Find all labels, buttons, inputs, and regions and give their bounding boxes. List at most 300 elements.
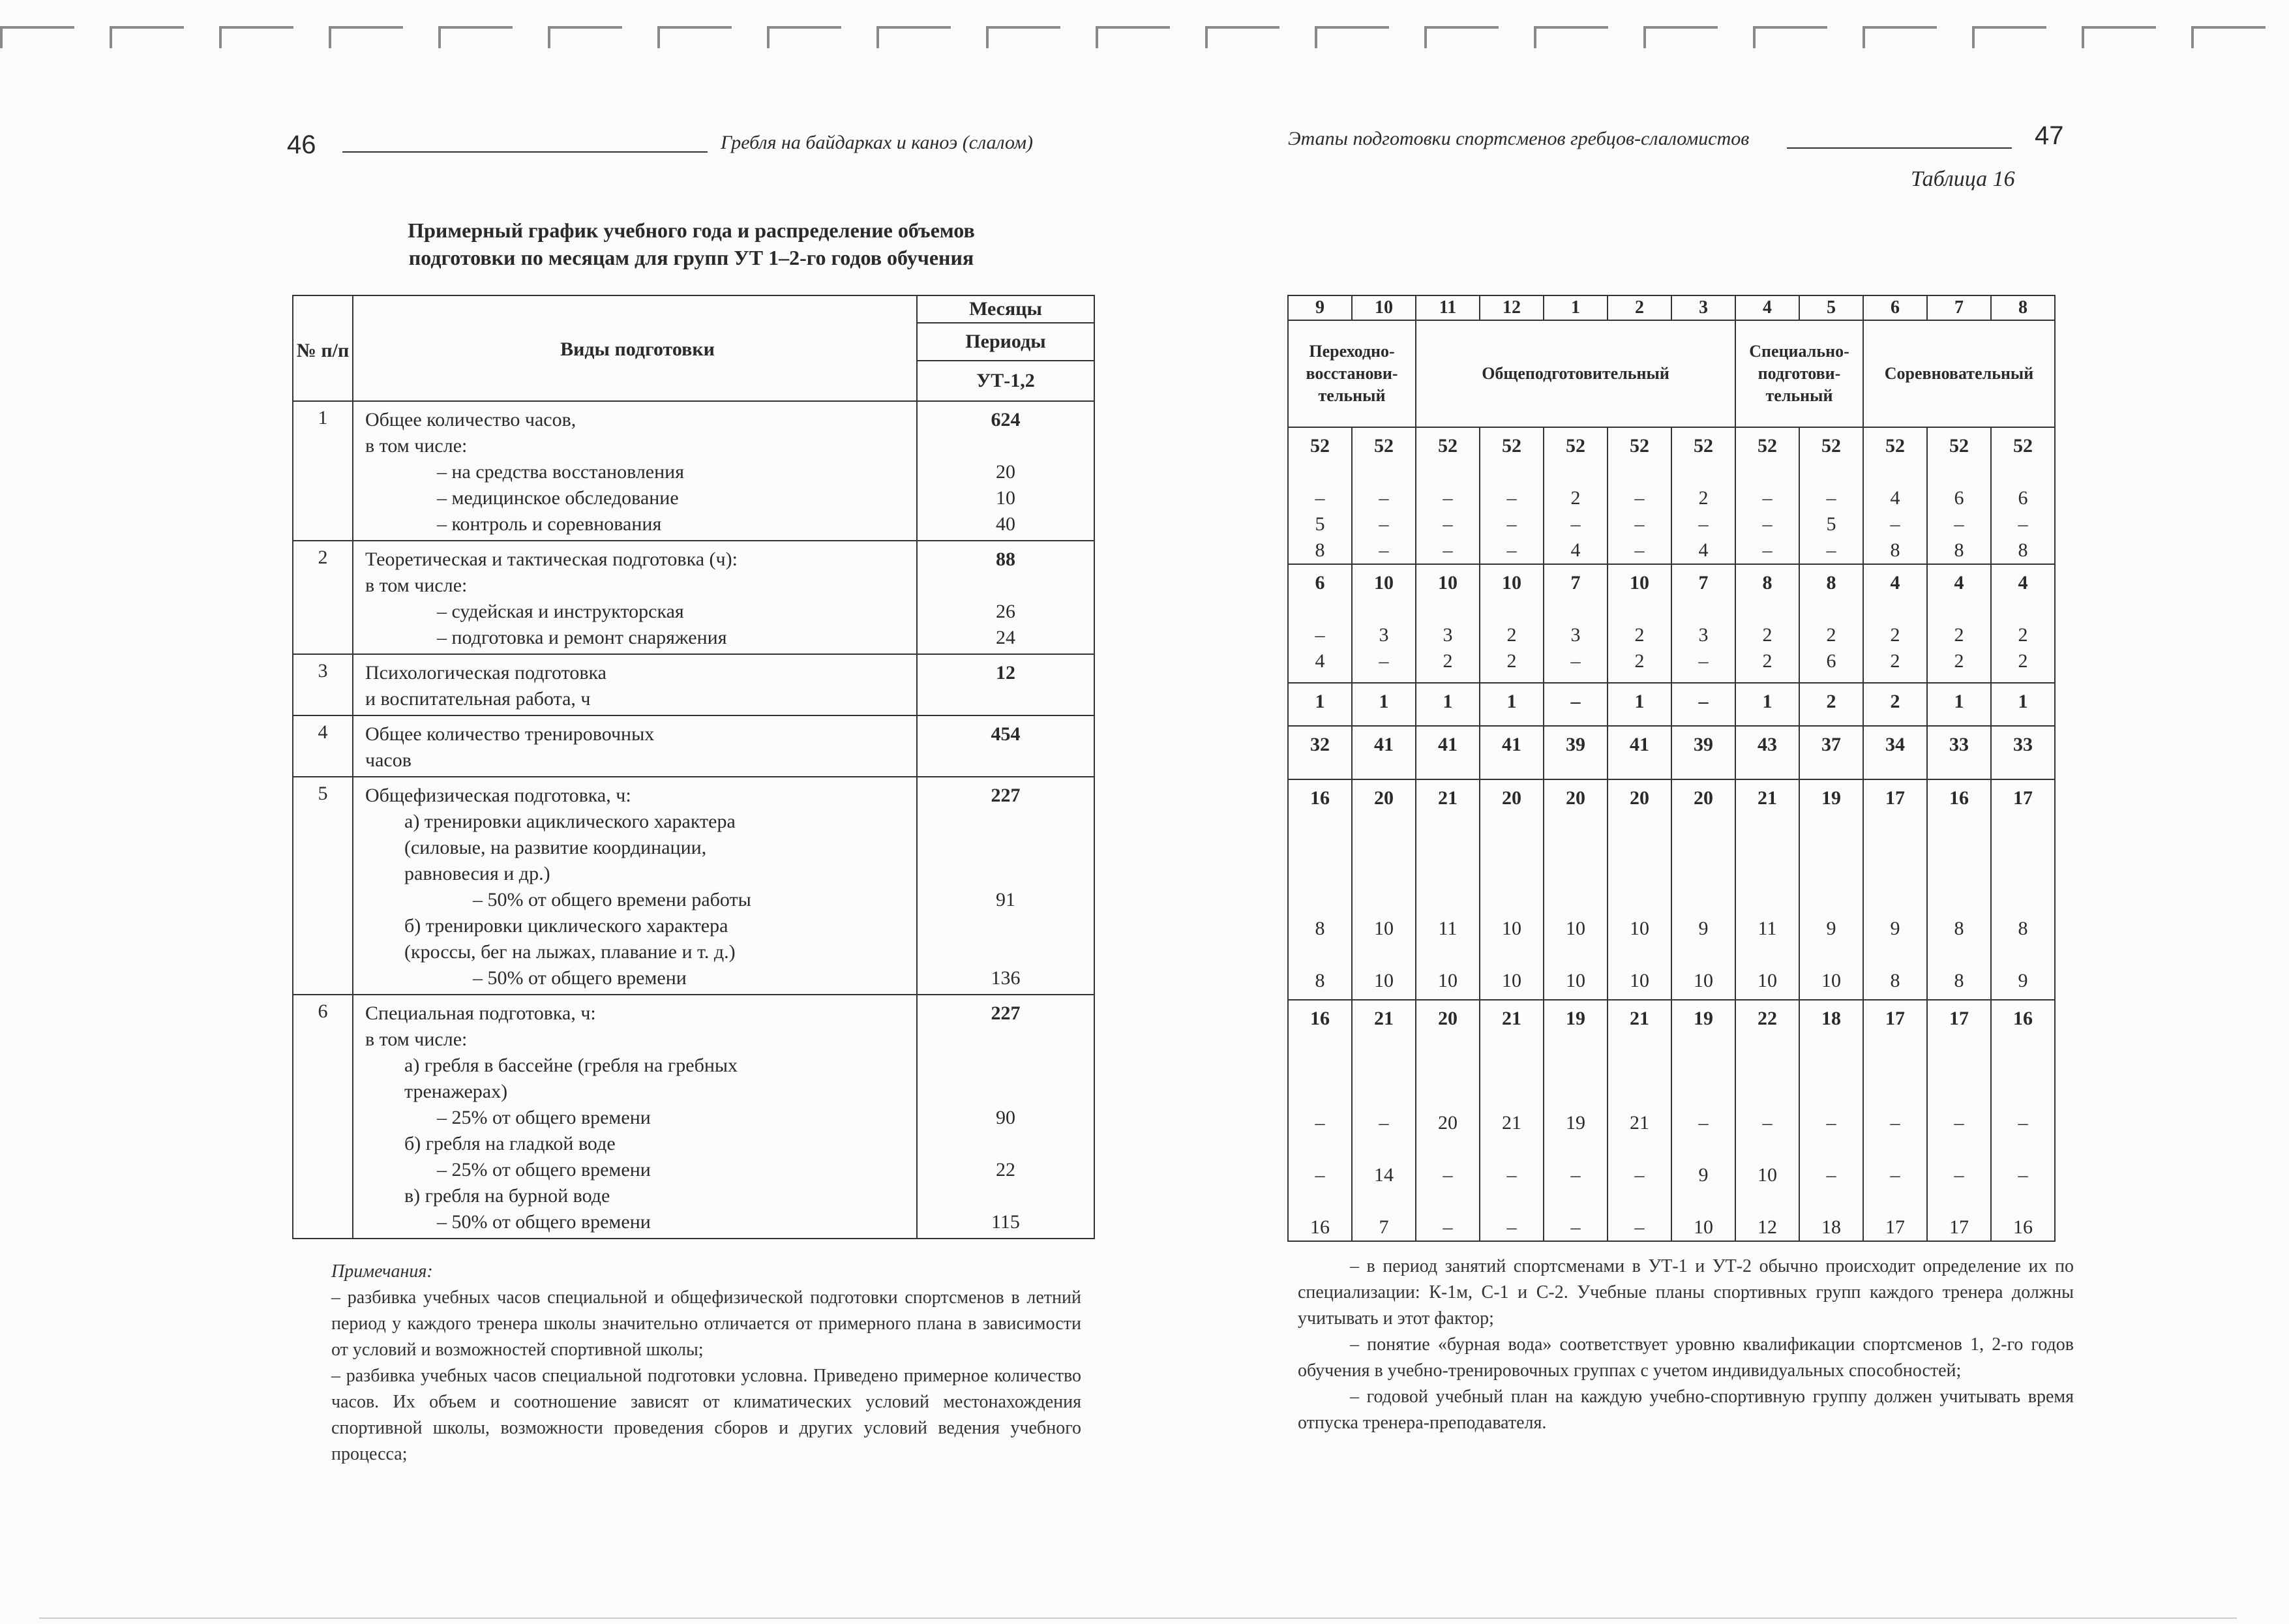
row-value: 26 [996, 601, 1015, 622]
cell-value: 9 [1826, 918, 1836, 939]
cell-value [1800, 890, 1863, 916]
cell-value: 10 [1630, 970, 1649, 991]
value-cell [1863, 1000, 1927, 1241]
cell-value: 21 [1438, 787, 1458, 809]
cell-value [1736, 1188, 1799, 1214]
cell-value [1928, 459, 1990, 485]
month-cell: 1 [1544, 295, 1608, 320]
cell-value [1992, 1058, 2054, 1084]
cell-value [1928, 942, 1990, 968]
row-value: 454 [991, 723, 1021, 745]
cell-value: – [1698, 1112, 1709, 1134]
binder-mark [2191, 26, 2266, 48]
row-line: – 50% от общего времени [437, 1211, 651, 1233]
value-cell [1991, 564, 2055, 683]
row-values [917, 715, 1094, 777]
value-cell [1735, 779, 1799, 1000]
cell-value: 10 [1374, 572, 1394, 594]
row-value [918, 809, 1094, 835]
value-cell [1671, 1000, 1735, 1241]
cell-value: 33 [2013, 734, 2033, 755]
cell-value: 10 [1502, 970, 1521, 991]
cell-value [1544, 1136, 1607, 1162]
cell-value [1416, 837, 1479, 864]
binder-mark [1424, 26, 1499, 48]
cell-value: 10 [1630, 918, 1649, 939]
cell-value [1480, 1084, 1543, 1110]
cell-value: 16 [1310, 787, 1330, 809]
cell-value [1416, 890, 1479, 916]
row-values [917, 777, 1094, 995]
cell-value: 5 [1315, 513, 1325, 535]
cell-value [1800, 1084, 1863, 1110]
table-title-line-2: подготовки по месяцам для групп УТ 1–2-го годов обучения [408, 246, 974, 269]
row-line: – на средства восстановления [437, 461, 685, 483]
cell-value: – [1570, 1216, 1581, 1238]
cell-value: – [1379, 513, 1389, 535]
cell-value: 17 [1949, 1008, 1969, 1029]
cell-value [1800, 459, 1863, 485]
row-line: – 50% от общего времени [473, 967, 687, 989]
value-cell [1863, 683, 1927, 726]
value-cell [1735, 564, 1799, 683]
row-value [918, 1079, 1094, 1105]
cell-value: – [1506, 1164, 1517, 1186]
row-value: 40 [996, 513, 1015, 535]
month-cell: 10 [1352, 295, 1416, 320]
cell-value: 20 [1502, 787, 1521, 809]
cell-value: 21 [1374, 1008, 1394, 1029]
cell-value [1480, 890, 1543, 916]
cell-value [1992, 459, 2054, 485]
value-cell [1416, 683, 1480, 726]
cell-value: – [1762, 513, 1773, 535]
cell-value: 1 [1954, 691, 1964, 712]
cell-value: 17 [1885, 1008, 1905, 1029]
cell-value [1736, 459, 1799, 485]
value-cell [1544, 564, 1608, 683]
cell-value [1480, 864, 1543, 890]
value-cell [1352, 564, 1416, 683]
row-value [918, 747, 1094, 774]
value-cell [1991, 779, 2055, 1000]
value-cell [1352, 427, 1416, 564]
cell-value: 11 [1758, 918, 1777, 939]
cell-value [1928, 890, 1990, 916]
cell-value: – [1506, 539, 1517, 561]
cell-value: – [1443, 1216, 1453, 1238]
cell-value: 6 [1954, 487, 1964, 509]
cell-value [1992, 811, 2054, 837]
cell-value: 10 [1438, 970, 1458, 991]
value-cell [1544, 1000, 1608, 1241]
row-value [918, 1027, 1094, 1053]
cell-value: – [2018, 1112, 2028, 1134]
cell-value [1672, 1032, 1735, 1058]
value-cell [1799, 683, 1863, 726]
cell-value [1289, 811, 1351, 837]
value-cell [1863, 564, 1927, 683]
cell-value [1289, 1188, 1351, 1214]
table-row [293, 715, 1094, 777]
cell-value: – [1315, 1164, 1325, 1186]
value-cell [1288, 726, 1352, 779]
cell-value: 1 [1443, 691, 1453, 712]
value-cell [1416, 427, 1480, 564]
row-line: Общее количество часов, [365, 409, 576, 430]
cell-value: – [1634, 487, 1645, 509]
row-line: (кроссы, бег на лыжах, плавание и т. д.) [404, 941, 736, 963]
cell-value: 21 [1630, 1112, 1649, 1134]
row-line: в том числе: [365, 1029, 468, 1050]
cell-value: 8 [1315, 539, 1325, 561]
cell-value [1608, 837, 1671, 864]
cell-value: 39 [1694, 734, 1713, 755]
value-cell [1608, 779, 1671, 1000]
value-cell [1927, 726, 1991, 779]
cell-value [1992, 596, 2054, 622]
month-cell: 11 [1416, 295, 1480, 320]
cell-value [1736, 890, 1799, 916]
header-num: № п/п [293, 295, 353, 401]
cell-value: 1 [1315, 691, 1325, 712]
cell-value: 8 [2018, 918, 2028, 939]
cell-value: – [2018, 513, 2028, 535]
cell-value: 22 [1758, 1008, 1777, 1029]
row-value [918, 1053, 1094, 1079]
table-row [293, 777, 1094, 995]
cell-value [1289, 837, 1351, 864]
row-value: 10 [996, 487, 1015, 509]
cell-value: 21 [1630, 1008, 1649, 1029]
row-value: 24 [996, 627, 1015, 648]
row-value [918, 686, 1094, 712]
cell-value: – [1762, 487, 1773, 509]
cell-value: 2 [1506, 624, 1517, 646]
cell-value: 2 [1890, 691, 1900, 712]
cell-value: 8 [1315, 970, 1325, 991]
cell-value [1928, 1084, 1990, 1110]
cell-value: – [1379, 487, 1389, 509]
cell-value: 8 [2018, 539, 2028, 561]
cell-value [1608, 1136, 1671, 1162]
cell-value: 10 [1821, 970, 1841, 991]
cell-value [1864, 811, 1926, 837]
values-row [1288, 726, 2055, 779]
cell-value [1353, 1188, 1415, 1214]
cell-value: 18 [1821, 1008, 1841, 1029]
value-cell [1288, 779, 1352, 1000]
cell-value: – [1379, 650, 1389, 672]
row-number: 6 [293, 995, 353, 1239]
cell-value [1800, 811, 1863, 837]
value-cell [1416, 1000, 1480, 1241]
cell-value: 19 [1566, 1008, 1585, 1029]
value-cell [1927, 564, 1991, 683]
cell-value: 9 [1698, 1164, 1709, 1186]
cell-value: 41 [1502, 734, 1521, 755]
cell-value: 4 [2018, 572, 2028, 594]
row-values [917, 541, 1094, 654]
cell-value: 52 [2013, 435, 2033, 457]
cell-value: 2 [1634, 624, 1645, 646]
row-number: 3 [293, 654, 353, 715]
value-cell [1608, 1000, 1671, 1241]
cell-value [1416, 1058, 1479, 1084]
cell-value: – [1570, 691, 1581, 712]
row-values [917, 995, 1094, 1239]
note-paragraph: – годовой учебный план на каждую учебно-спортивную группу должен учитывать время отпуска тренера-преподавателя. [1298, 1387, 2074, 1433]
cell-value: – [1698, 650, 1709, 672]
value-cell [1480, 564, 1544, 683]
cell-value [1480, 1136, 1543, 1162]
row-value [918, 861, 1094, 887]
row-number: 4 [293, 715, 353, 777]
period-cell: Специально-подготови-тельный [1735, 320, 1863, 427]
cell-value: 8 [1762, 572, 1773, 594]
cell-value [1864, 942, 1926, 968]
cell-value: – [1315, 487, 1325, 509]
value-cell [1863, 779, 1927, 1000]
cell-value: 16 [2013, 1008, 2033, 1029]
cell-value: 6 [1826, 650, 1836, 672]
cell-value [1353, 1032, 1415, 1058]
month-cell: 7 [1927, 295, 1991, 320]
header-periods: Периоды [917, 323, 1094, 361]
cell-value: – [1826, 487, 1836, 509]
value-cell [1352, 1000, 1416, 1241]
cell-value [1992, 1136, 2054, 1162]
table-row [293, 401, 1094, 541]
cell-value: – [1954, 1164, 1964, 1186]
cell-value [1544, 1084, 1607, 1110]
left-page-number: 46 [287, 130, 316, 159]
cell-value: 37 [1821, 734, 1841, 755]
value-cell [1544, 726, 1608, 779]
cell-value [1416, 1084, 1479, 1110]
value-cell [1671, 683, 1735, 726]
cell-value [1736, 1032, 1799, 1058]
right-notes [1298, 1254, 2074, 1436]
cell-value: 2 [1890, 624, 1900, 646]
cell-value [1800, 1032, 1863, 1058]
cell-value [1353, 942, 1415, 968]
binder-mark [767, 26, 841, 48]
value-cell [1799, 564, 1863, 683]
cell-value: 3 [1443, 624, 1453, 646]
row-value [918, 939, 1094, 965]
value-cell [1416, 726, 1480, 779]
cell-value [1736, 942, 1799, 968]
months-row [1288, 295, 2055, 320]
cell-value: 52 [1566, 435, 1585, 457]
cell-value: – [1506, 513, 1517, 535]
cell-value [1800, 1136, 1863, 1162]
cell-value [1864, 1084, 1926, 1110]
cell-value [1992, 1032, 2054, 1058]
cell-value: 3 [1698, 624, 1709, 646]
month-cell: 2 [1608, 295, 1671, 320]
cell-value [1608, 890, 1671, 916]
values-row [1288, 1000, 2055, 1241]
row-number: 2 [293, 541, 353, 654]
month-cell: 5 [1799, 295, 1863, 320]
header-months: Месяцы [917, 295, 1094, 323]
cell-value [1864, 596, 1926, 622]
cell-value: 10 [1694, 1216, 1713, 1238]
cell-value: – [1315, 624, 1325, 646]
cell-value [1289, 890, 1351, 916]
row-line: Специальная подготовка, ч: [365, 1002, 596, 1024]
cell-value: 14 [1374, 1164, 1394, 1186]
value-cell [1480, 779, 1544, 1000]
value-cell [1608, 726, 1671, 779]
cell-value: 41 [1374, 734, 1394, 755]
row-line: в том числе: [365, 575, 468, 596]
row-values [917, 654, 1094, 715]
row-values [917, 401, 1094, 541]
cell-value [1289, 942, 1351, 968]
cell-value [1608, 1188, 1671, 1214]
value-cell [1416, 779, 1480, 1000]
header-types: Виды подготовки [353, 295, 917, 401]
cell-value [1544, 811, 1607, 837]
cell-value [1736, 837, 1799, 864]
row-line: – 50% от общего времени работы [473, 889, 751, 910]
cell-value [1353, 890, 1415, 916]
cell-value [1353, 596, 1415, 622]
cell-value [1800, 596, 1863, 622]
cell-value: 10 [1374, 918, 1394, 939]
value-cell [1544, 683, 1608, 726]
cell-value: 17 [1949, 1216, 1969, 1238]
cell-value [1353, 837, 1415, 864]
cell-value [1353, 1136, 1415, 1162]
cell-value [1672, 890, 1735, 916]
binder-holes [0, 26, 2289, 52]
value-cell [1991, 1000, 2055, 1241]
cell-value [1992, 942, 2054, 968]
value-cell [1352, 683, 1416, 726]
row-value [918, 573, 1094, 599]
cell-value: – [1890, 1112, 1900, 1134]
row-description [353, 401, 917, 541]
binder-mark [0, 26, 74, 48]
row-value: 136 [991, 967, 1021, 989]
cell-value [1800, 942, 1863, 968]
row-value [918, 835, 1094, 861]
table-row [293, 995, 1094, 1239]
cell-value: 4 [1954, 572, 1964, 594]
value-cell [1799, 779, 1863, 1000]
value-cell [1735, 1000, 1799, 1241]
cell-value: 3 [1379, 624, 1389, 646]
cell-value: 2 [2018, 650, 2028, 672]
values-row [1288, 427, 2055, 564]
cell-value [1289, 1058, 1351, 1084]
cell-value: 12 [1758, 1216, 1777, 1238]
cell-value [1992, 837, 2054, 864]
cell-value: – [1443, 487, 1453, 509]
cell-value: 2 [2018, 624, 2028, 646]
binder-mark [1972, 26, 2046, 48]
cell-value: 10 [1438, 572, 1458, 594]
cell-value: 1 [1506, 691, 1517, 712]
cell-value [1928, 811, 1990, 837]
table-title-line-1: Примерный график учебного года и распределение объемов [408, 218, 975, 242]
cell-value [1544, 596, 1607, 622]
values-row [1288, 779, 2055, 1000]
value-cell [1671, 779, 1735, 1000]
row-value [918, 1183, 1094, 1209]
cell-value: 2 [1954, 650, 1964, 672]
cell-value [1992, 1084, 2054, 1110]
cell-value [1672, 864, 1735, 890]
binder-mark [1534, 26, 1608, 48]
row-description [353, 541, 917, 654]
value-cell [1863, 427, 1927, 564]
cell-value [1416, 811, 1479, 837]
cell-value: 4 [1698, 539, 1709, 561]
cell-value [1864, 1188, 1926, 1214]
value-cell [1288, 427, 1352, 564]
cell-value: 2 [1826, 691, 1836, 712]
cell-value: – [1826, 1164, 1836, 1186]
cell-value: 2 [1443, 650, 1453, 672]
cell-value [1864, 890, 1926, 916]
row-line: тренажерах) [404, 1081, 508, 1102]
cell-value: 10 [1566, 970, 1585, 991]
cell-value: 17 [2013, 787, 2033, 809]
cell-value: – [1954, 513, 1964, 535]
cell-value [1800, 1188, 1863, 1214]
month-cell: 12 [1480, 295, 1544, 320]
right-page-number: 47 [2035, 121, 2064, 150]
cell-value: 52 [1949, 435, 1969, 457]
row-line: – подготовка и ремонт снаряжения [437, 627, 727, 648]
value-cell [1735, 683, 1799, 726]
page-bottom-edge [39, 1617, 2237, 1619]
cell-value: – [1762, 539, 1773, 561]
cell-value [1480, 1058, 1543, 1084]
cell-value: 6 [2018, 487, 2028, 509]
cell-value: 19 [1694, 1008, 1713, 1029]
cell-value [1353, 811, 1415, 837]
cell-value: 34 [1885, 734, 1905, 755]
cell-value [1353, 864, 1415, 890]
value-cell [1927, 779, 1991, 1000]
cell-value: 7 [1379, 1216, 1389, 1238]
cell-value: 8 [1954, 918, 1964, 939]
cell-value [1544, 1058, 1607, 1084]
binder-mark [110, 26, 184, 48]
cell-value: 21 [1758, 787, 1777, 809]
cell-value [1672, 837, 1735, 864]
table-label: Таблица 16 [1911, 167, 2015, 191]
cell-value: 2 [1634, 650, 1645, 672]
cell-value: 52 [1758, 435, 1777, 457]
binder-mark [1205, 26, 1279, 48]
month-cell: 4 [1735, 295, 1799, 320]
binder-mark [1315, 26, 1389, 48]
cell-value: – [1570, 650, 1581, 672]
row-line: Общее количество тренировочных [365, 723, 655, 745]
cell-value [1928, 864, 1990, 890]
right-header-rule [1787, 147, 2012, 149]
row-line: б) гребля на гладкой воде [404, 1133, 616, 1154]
value-cell [1671, 726, 1735, 779]
row-description [353, 715, 917, 777]
